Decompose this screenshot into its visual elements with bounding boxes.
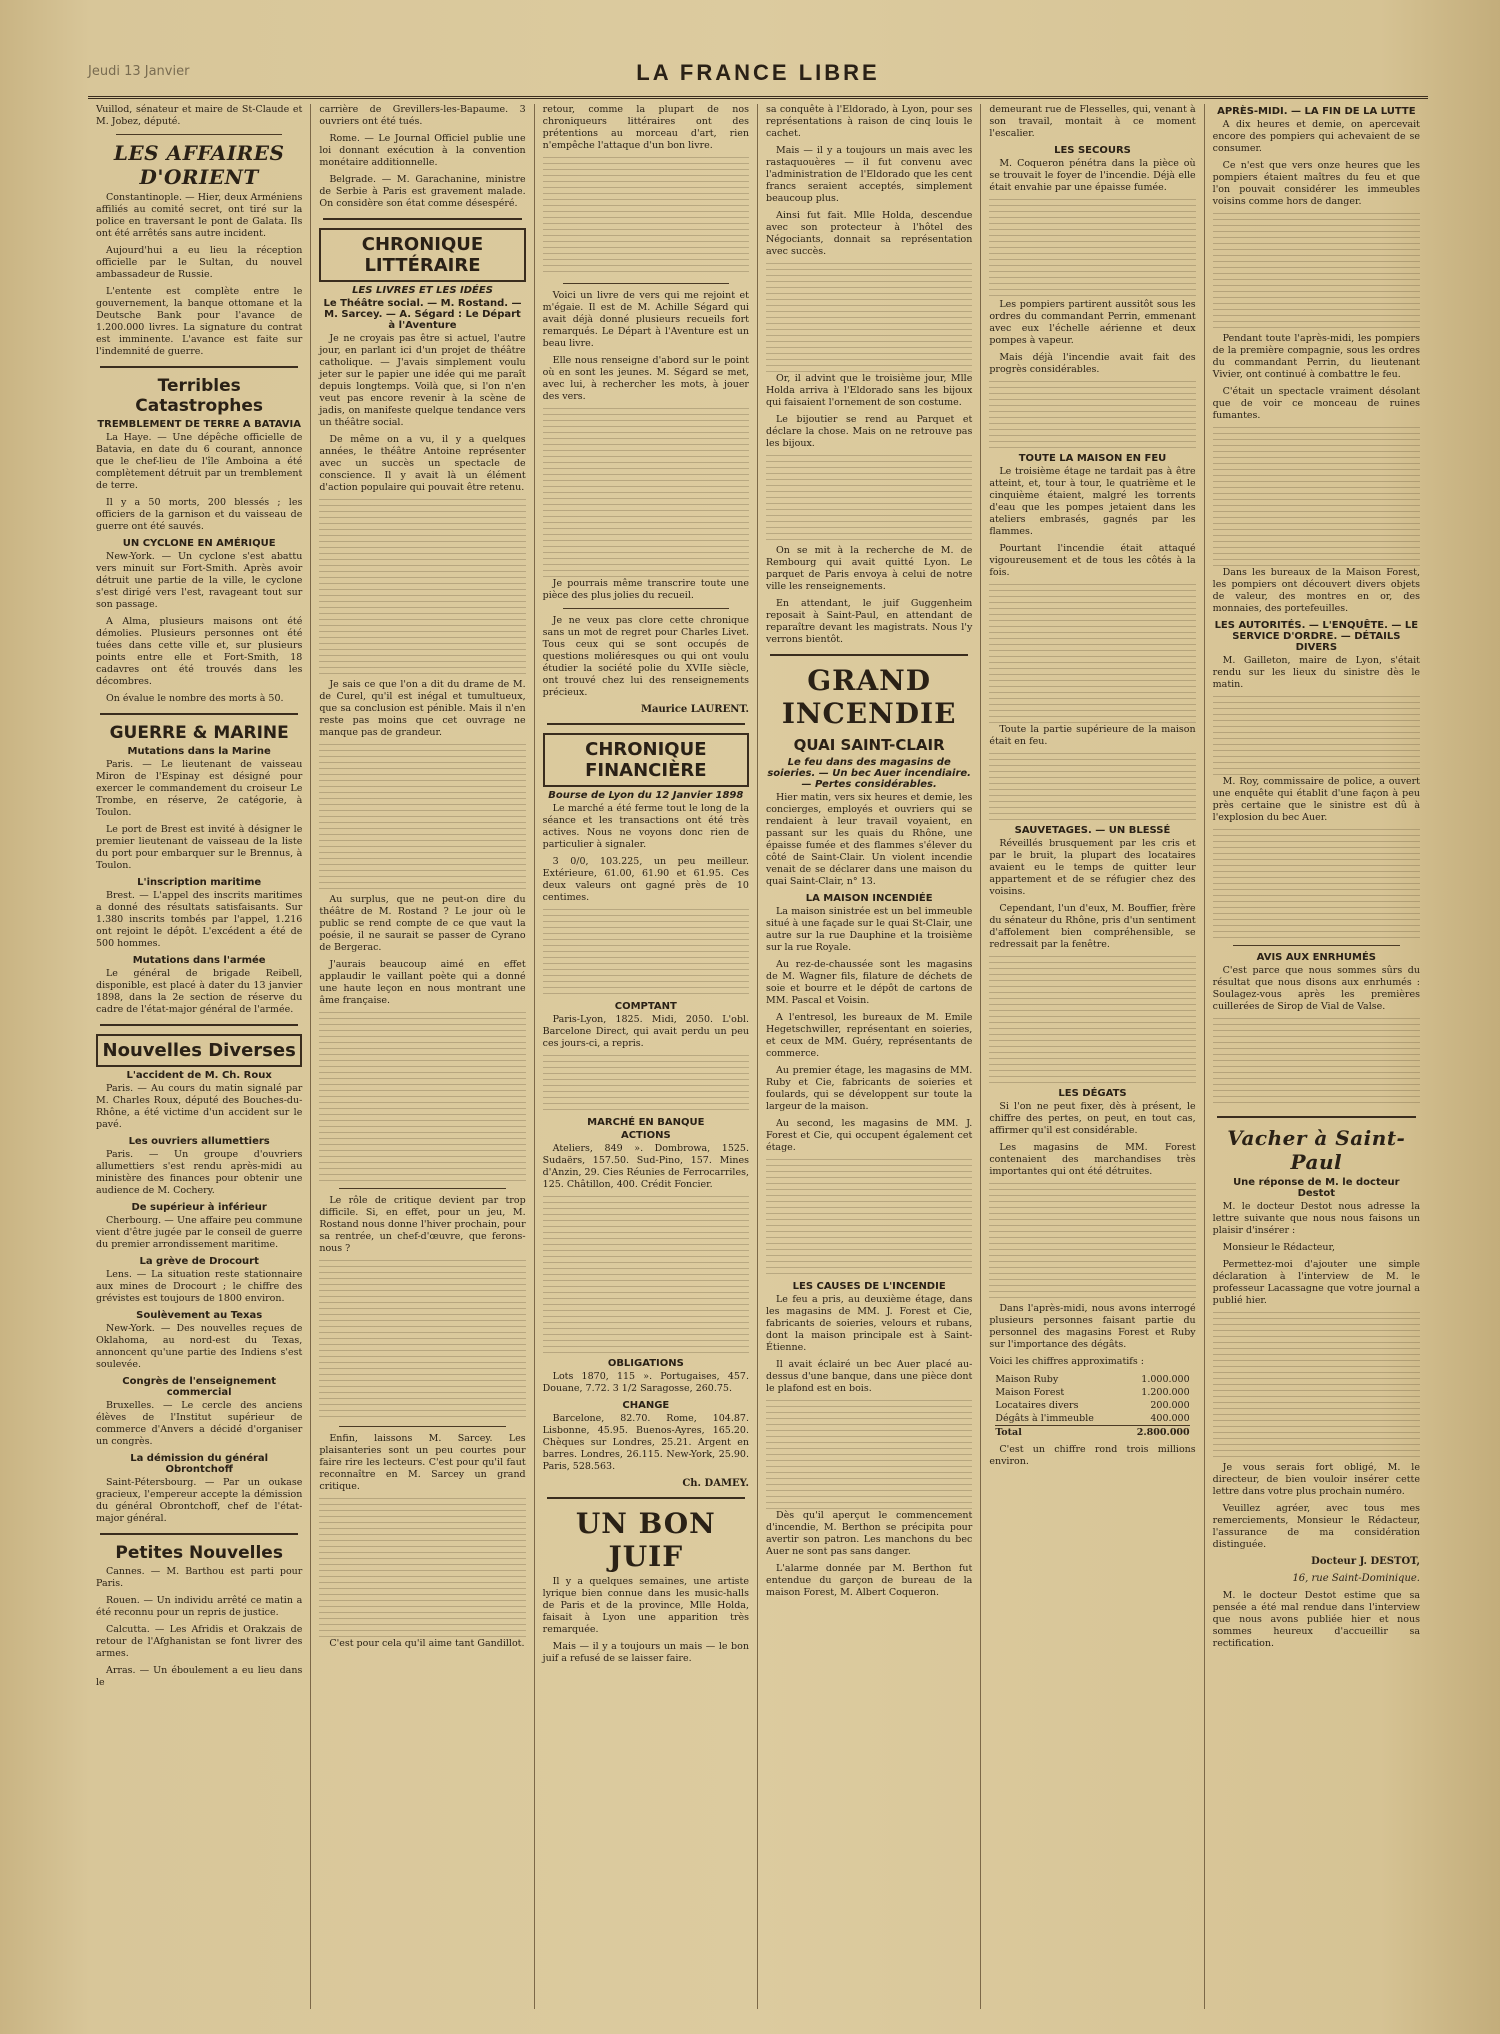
text-lines	[319, 1498, 525, 1638]
paragraph: Bruxelles. — Le cercle des anciens élèves de l'Institut supérieur de commerce d'Anvers a décidé d'organiser un congrès.	[96, 1400, 303, 1447]
text-lines	[543, 909, 749, 999]
subhead: Bourse de Lyon du 12 Janvier 1898	[548, 790, 744, 801]
loss-label: Dégâts à l'immeuble	[995, 1413, 1094, 1424]
subhead: Mutations dans la Marine	[127, 746, 271, 757]
paragraph: Dans l'après-midi, nous avons interrogé plusieurs personnes faisant partie du personnel des magasins Forest et Ruby sur l'importance des dégâts.	[989, 1303, 1196, 1350]
subhead: Le feu dans des magasins de soieries. — Un bec Auer incendiaire. — Pertes considérables.	[767, 757, 971, 790]
subhead: Congrès de l'enseignement commercial	[122, 1376, 277, 1398]
column-1	[88, 104, 311, 2009]
paragraph: Constantinople. — Hier, deux Arméniens affiliés au comité secret, ont tiré sur la police en traversant le pont de Galata. Ils ont été arrêtés sans autre incident.	[96, 192, 303, 239]
paragraph: Monsieur le Rédacteur,	[1222, 1242, 1336, 1253]
paragraph: Cependant, l'un d'eux, M. Bouffier, frère du sénateur du Rhône, pris d'un sentiment d'affolement bien compréhensible, se redressait par la fenêtre.	[989, 903, 1196, 950]
text-lines	[543, 408, 749, 578]
headline: LES AFFAIRES D'ORIENT	[113, 141, 285, 189]
paragraph: Veuillez agréer, avec tous mes remerciements, Monsieur le Rédacteur, l'assurance de ma considération distinguée.	[1212, 1503, 1420, 1550]
paragraph: La maison sinistrée est un bel immeuble situé à une façade sur le quai St-Clair, une autre sur la rue Dauphine et la troisième sur la rue Royale.	[765, 906, 973, 953]
text-lines	[989, 381, 1195, 451]
text-lines	[1213, 696, 1420, 776]
subhead: De supérieur à inférieur	[131, 1202, 267, 1213]
text-lines	[543, 1196, 749, 1356]
text-lines	[1213, 829, 1420, 939]
text-lines	[766, 1159, 972, 1279]
paragraph: Mais — il y a toujours un mais — le bon juif a refusé de se laisser faire.	[542, 1641, 749, 1664]
paragraph: carrière de Grevillers-les-Bapaume. 3 ouvriers ont été tués.	[319, 104, 526, 127]
divider	[339, 1188, 505, 1189]
text-lines	[766, 455, 972, 545]
headline: UN BON JUIF	[575, 1507, 716, 1573]
text-lines	[319, 1260, 525, 1420]
paragraph: Le bijoutier se rend au Parquet et déclare la chose. Mais on ne retrouve pas les bijoux.	[765, 414, 973, 449]
paragraph: Les pompiers partirent aussitôt sous les ordres du commandant Perrin, emmenant avec eux l'échelle aérienne et deux pompes à vapeur.	[989, 299, 1196, 346]
paragraph: Le marché a été ferme tout le long de la séance et les transactions ont été très actives. Nous ne voyons donc rien de particulier à signaler.	[542, 803, 749, 850]
masthead	[88, 56, 1428, 99]
subhead: COMPTANT	[614, 1001, 677, 1012]
subhead: APRÈS-MIDI. — LA FIN DE LA LUTTE	[1217, 106, 1416, 117]
divider	[547, 723, 745, 725]
headline: Vacher à Saint-Paul	[1227, 1126, 1406, 1174]
paragraph: Permettez-moi d'ajouter une simple déclaration à l'interview de M. le professeur Lacassagne que votre journal a publié hier.	[1212, 1259, 1420, 1306]
subhead: OBLIGATIONS	[607, 1358, 684, 1369]
paragraph: Calcutta. — Les Afridis et Orakzais de retour de l'Afghanistan se font livrer des armes.	[96, 1624, 303, 1659]
headline: GUERRE & MARINE	[109, 723, 289, 743]
divider	[100, 1024, 298, 1026]
paragraph: demeurant rue de Flesselles, qui, venant à son travail, montait à ce moment l'escalier.	[989, 104, 1196, 139]
loss-row	[995, 1412, 1189, 1426]
loss-row	[995, 1373, 1189, 1386]
column-4	[758, 104, 981, 2009]
paragraph: Ateliers, 849 ». Dombrowa, 1525. Sudaërs, 157.50. Sud-Pino, 157. Mines d'Anzin, 29. Cies Réunies de Ferrocarriles, 125. Châtillon, 400. Crédit Foncier.	[542, 1143, 749, 1190]
paragraph: Rouen. — Un individu arrêté ce matin a été reconnu pour un repris de justice.	[96, 1595, 303, 1618]
paragraph: M. Coqueron pénétra dans la pièce où se trouvait le foyer de l'incendie. Déjà elle était envahie par une épaisse fumée.	[989, 158, 1196, 193]
paragraph: Il avait éclairé un bec Auer placé au-dessus d'une banque, dans une pièce dont le plafond est en bois.	[765, 1359, 973, 1394]
text-lines	[319, 499, 525, 679]
paragraph: C'est un chiffre rond trois millions environ.	[989, 1444, 1196, 1467]
loss-value: 1.000.000	[1141, 1374, 1190, 1385]
loss-value: 1.200.000	[1141, 1387, 1190, 1398]
paragraph: Au second, les magasins de MM. J. Forest et Cie, qui occupent également cet étage.	[765, 1118, 973, 1153]
paragraph: Paris-Lyon, 1825. Midi, 2050. L'obl. Barcelone Direct, qui avait perdu un peu ces jours-ci, a repris.	[542, 1014, 749, 1049]
paragraph: Le feu a pris, au deuxième étage, dans les magasins de MM. J. Forest et Cie, fabricants de soieries, velours et rubans, dont la maison principale est à Saint-Étienne.	[765, 1294, 973, 1353]
subhead: Mutations dans l'armée	[132, 955, 266, 966]
paragraph: Aujourd'hui a eu lieu la réception officielle par le Sultan, du nouvel ambassadeur de Russie.	[96, 245, 303, 280]
date-stamp: Jeudi 13 Janvier	[88, 64, 190, 79]
text-lines	[989, 753, 1195, 823]
paragraph: A Alma, plusieurs maisons ont été démolies. Plusieurs personnes ont été tuées dans cette ville et, sur plusieurs points entre elle et Fort-Smith, 18 cadavres ont été trouvés dans les décombres.	[96, 616, 303, 687]
paragraph: Je pourrais même transcrire toute une pièce des plus jolies du recueil.	[542, 578, 749, 601]
subhead: UN CYCLONE EN AMÉRIQUE	[122, 538, 276, 549]
subhead: Une réponse de M. le docteur Destot	[1233, 1177, 1400, 1199]
paragraph: De même on a vu, il y a quelques années, le théâtre Antoine représenter avec un succès un spectacle de conscience. Il y avait là un élément d'action populaire qui pouvait être retenu.	[319, 434, 526, 493]
paragraph: Réveillés brusquement par les cris et par le bruit, la plupart des locataires avaient eu le temps de quitter leur appartement et de se réfugier chez des voisins.	[989, 838, 1196, 897]
subhead: LES CAUSES DE L'INCENDIE	[792, 1281, 946, 1292]
paragraph: Brest. — L'appel des inscrits maritimes a donné des résultats satisfaisants. Sur 1.380 inscrits tombés par l'appel, 1.216 ont rejoint le dépôt. L'excédent a été de 500 hommes.	[96, 890, 303, 949]
subhead: Les ouvriers allumettiers	[128, 1136, 270, 1147]
paragraph: Il y a quelques semaines, une artiste lyrique bien connue dans les music-halls de Paris et de la province, Mlle Holda, faisait à Lyon une apparition très remarquée.	[542, 1576, 749, 1635]
paragraph: Au premier étage, les magasins de MM. Ruby et Cie, fabricants de soieries et foulards, qui se développent sur toute la largeur de la maison.	[765, 1065, 973, 1112]
paragraph: La Haye. — Une dépêche officielle de Batavia, en date du 6 courant, annonce que le chef-lieu de l'île Amboina a été complètement détruit par un tremblement de terre.	[96, 432, 303, 491]
paragraph: 3 0/0, 103.225, un peu meilleur. Extérieure, 61.00, 61.90 et 61.95. Ces deux valeurs ont gagné près de 10 centimes.	[542, 856, 749, 903]
subhead: La grève de Drocourt	[139, 1256, 259, 1267]
paragraph: Les magasins de MM. Forest contenaient des marchandises très importantes qui ont été détruites.	[989, 1142, 1196, 1177]
paragraph: Or, il advint que le troisième jour, Mlle Holda arriva à l'Eldorado sans les bijoux qui faisaient l'ornement de son costume.	[765, 373, 973, 408]
byline: Maurice LAURENT.	[640, 704, 749, 715]
paragraph: Le port de Brest est invité à désigner le premier lieutenant de vaisseau de la liste du port pour embarquer sur le Brennus, à Toulon.	[96, 824, 303, 871]
subhead: SAUVETAGES. — UN BLESSÉ	[1014, 825, 1171, 836]
subhead: LES SECOURS	[1054, 145, 1131, 156]
headline: CHRONIQUE LITTÉRAIRE	[319, 228, 525, 282]
paragraph: Paris. — Le lieutenant de vaisseau Miron de l'Espinay est désigné pour exercer le commandement du croiseur Le Trombe, en réserve, 2e catégorie, à Toulon.	[96, 759, 303, 818]
paragraph: Cherbourg. — Une affaire peu commune vient d'être jugée par le conseil de guerre du premier arrondissement maritime.	[96, 1215, 303, 1250]
text-lines	[319, 744, 525, 894]
paragraph: On évalue le nombre des morts à 50.	[106, 693, 284, 704]
subhead: LES DÉGATS	[1058, 1088, 1127, 1099]
paragraph: Rome. — Le Journal Officiel publie une loi donnant exécution à la convention monétaire additionnelle.	[319, 133, 526, 168]
paragraph: sa conquête à l'Eldorado, à Lyon, pour ses représentations à raison de cinq louis le cachet.	[765, 104, 973, 139]
paragraph: Barcelone, 82.70. Rome, 104.87. Lisbonne, 45.95. Buenos-Ayres, 165.20. Chèques sur Londres, 25.21. Argent en barres. Londres, 26.115. New-York, 25.90. Paris, 528.563.	[542, 1413, 749, 1472]
text-lines	[1213, 1312, 1420, 1462]
text-lines	[1213, 1018, 1420, 1108]
divider	[100, 366, 298, 368]
paragraph: Le général de brigade Reibell, disponible, est placé à dater du 13 janvier 1898, dans la 2e section de réserve du cadre de l'état-major général de l'armée.	[96, 968, 303, 1015]
text-lines	[989, 956, 1195, 1086]
paragraph: On se mit à la recherche de M. de Rembourg qui avait quitté Lyon. Le parquet de Paris envoya à celui de notre ville les renseignements.	[765, 545, 973, 592]
text-lines	[766, 263, 972, 373]
paragraph: Je ne croyais pas être si actuel, l'autre jour, en parlant ici d'un projet de théâtre catholique. — J'avais simplement voulu jeter sur le papier une idée qui me paraît depuis longtemps. Voilà que, si l'on n'en veut pas encore revenir à la scène de jadis, on manifeste quelque tendance vers un théâtre social.	[319, 333, 526, 428]
subhead: LES AUTORITÉS. — L'ENQUÊTE. — LE SERVICE D'ORDRE. — DÉTAILS DIVERS	[1214, 620, 1419, 653]
paragraph: M. Gailleton, maire de Lyon, s'était rendu sur les lieux du sinistre dès le matin.	[1212, 655, 1420, 690]
text-lines	[989, 584, 1195, 724]
paragraph: Au surplus, que ne peut-on dire du théâtre de M. Rostand ? Le jour où le public se rend compte de ce que vaut la poésie, il ne saurait se passer de Cyrano de Bergerac.	[319, 894, 526, 953]
loss-table	[989, 1373, 1195, 1439]
paragraph: Je ne veux pas clore cette chronique sans un mot de regret pour Charles Livet. Tous ceux qui se sont occupés de questions moliéresques ou qui ont voulu étudier la société polie du XVIIe siècle, ont trouvé chez lui des renseignements précieux.	[542, 615, 749, 698]
paragraph: Je sais ce que l'on a dit du drame de M. de Curel, qu'il est inégal et tumultueux, que sa conclusion est pénible. Mais il n'en reste pas moins que cet ouvrage ne manque pas de grandeur.	[319, 679, 526, 738]
loss-value: 400.000	[1150, 1413, 1190, 1424]
loss-value: 200.000	[1150, 1400, 1190, 1411]
paragraph: Ainsi fut fait. Mlle Holda, descendue avec son protecteur à l'hôtel des Négociants, donnait sa représentation avec succès.	[765, 210, 973, 257]
paragraph: A dix heures et demie, on apercevait encore des pompiers qui achevaient de se consumer.	[1212, 119, 1420, 154]
divider	[547, 1497, 745, 1499]
paragraph: C'est pour cela qu'il aime tant Gandillot.	[329, 1638, 525, 1649]
subhead: LA MAISON INCENDIÉE	[805, 893, 933, 904]
paragraph: C'était un spectacle vraiment désolant que de voir ce monceau de ruines fumantes.	[1212, 386, 1420, 421]
subhead: AVIS AUX ENRHUMÉS	[1256, 952, 1376, 963]
headline: Petites Nouvelles	[115, 1543, 283, 1563]
paragraph: Ce n'est que vers onze heures que les pompiers étaient maîtres du feu et que l'on pouvait considérer les immeubles voisins comme hors de danger.	[1212, 160, 1420, 207]
paragraph: Mais — il y a toujours un mais avec les rastaquouères — il fut convenu avec l'administration de l'Eldorado que les cent francs seraient acceptés, simplement beaucoup plus.	[765, 145, 973, 204]
subhead: Soulèvement au Texas	[136, 1310, 263, 1321]
paragraph: Elle nous renseigne d'abord sur le point où en sont les jeunes. M. Ségard se met, avec lui, à rechercher les mots, à jouer des vers.	[542, 355, 749, 402]
divider	[323, 218, 521, 220]
divider	[1233, 945, 1400, 946]
signature: Docteur J. DESTOT,	[1311, 1556, 1420, 1567]
address: 16, rue Saint-Dominique.	[1292, 1573, 1420, 1584]
paragraph: L'entente est complète entre le gouvernement, la banque ottomane et la Deutsche Bank pour l'avance de 1.200.000 livres. La signature du contrat est imminente. L'avance est faite sur l'indemnité de guerre.	[96, 286, 303, 357]
paragraph: Cannes. — M. Barthou est parti pour Paris.	[96, 1566, 303, 1589]
paragraph: En attendant, le juif Guggenheim reposait à Saint-Paul, en attendant de reparaître devant les magistrats. Nous l'y verrons bientôt.	[765, 598, 973, 645]
subhead: Le Théâtre social. — M. Rostand. — M. Sarcey. — A. Ségard : Le Départ à l'Aventure	[323, 298, 522, 331]
headline: Nouvelles Diverses	[96, 1034, 302, 1067]
divider	[1217, 1116, 1416, 1118]
column-3	[535, 104, 758, 2009]
text-lines	[989, 1183, 1195, 1303]
subhead: CHANGE	[622, 1400, 670, 1411]
loss-label: Total	[995, 1427, 1022, 1438]
text-lines	[1213, 427, 1420, 567]
text-lines	[319, 1012, 525, 1182]
divider	[100, 1533, 298, 1535]
columns	[88, 104, 1428, 2009]
paragraph: Paris. — Au cours du matin signalé par M. Charles Roux, député des Bouches-du-Rhône, a été victime d'un accident sur le pavé.	[96, 1083, 303, 1130]
paragraph: Pendant toute l'après-midi, les pompiers de la première compagnie, sous les ordres du commandant Perrin, du lieutenant Vivier, ont continué à combattre le feu.	[1212, 333, 1420, 380]
paragraph: retour, comme la plupart de nos chroniqueurs littéraires ont des prétentions au morceau d'art, rien n'empêche l'attaque d'un bon livre.	[542, 104, 749, 151]
paragraph: A l'entresol, les bureaux de M. Emile Hegetschwiller, représentant en soieries, et ceux de MM. Guéry, représentants de commerce.	[765, 1012, 973, 1059]
paragraph: Enfin, laissons M. Sarcey. Les plaisanteries sont un peu courtes pour faire rire les lecteurs. C'est pour qu'il faut reconnaître en M. Sarcey un grand critique.	[319, 1433, 526, 1492]
divider	[116, 134, 282, 135]
paragraph: Saint-Pétersbourg. — Par un oukase gracieux, l'empereur accepte la démission du général Obrontchoff, chef de l'état-major général.	[96, 1477, 303, 1524]
headline: Terribles Catastrophes	[135, 376, 264, 416]
loss-label: Maison Ruby	[995, 1374, 1059, 1385]
paragraph: Belgrade. — M. Garachanine, ministre de Serbie à Paris est gravement malade. On considère son état comme désespéré.	[319, 174, 526, 209]
divider	[563, 608, 729, 609]
paragraph: M. Roy, commissaire de police, a ouvert une enquête qui établit d'une façon à peu près certaine que le sinistre est dû à l'explosion du bec Auer.	[1212, 776, 1420, 823]
divider	[770, 654, 968, 656]
headline: QUAI SAINT-CLAIR	[793, 736, 945, 754]
subhead: LES LIVRES ET LES IDÉES	[352, 285, 493, 296]
paragraph: New-York. — Des nouvelles reçues de Oklahoma, au nord-est du Texas, annoncent qu'une partie des Indiens s'est soulevée.	[96, 1323, 303, 1370]
paragraph: L'alarme donnée par M. Berthon fut entendue du garçon de bureau de la maison Forest, M. Albert Coqueron.	[765, 1563, 973, 1598]
paragraph: New-York. — Un cyclone s'est abattu vers minuit sur Fort-Smith. Après avoir détruit une partie de la ville, le cyclone s'est dirigé vers l'est, ravageant tout sur son passage.	[96, 551, 303, 610]
paragraph: Le rôle de critique devient par trop difficile. Si, en effet, pour un jeu, M. Rostand nous donne l'hiver prochain, pour sa rentrée, un chef-d'œuvre, que ferons-nous ?	[319, 1195, 526, 1254]
text-lines	[543, 1055, 749, 1115]
paragraph: Au rez-de-chaussée sont les magasins de M. Wagner fils, filature de déchets de soie et bourre et le dépôt de cartons de MM. Pascal et Voisin.	[765, 959, 973, 1006]
text-lines	[1213, 213, 1420, 333]
divider	[100, 713, 298, 715]
headline: CHRONIQUE FINANCIÈRE	[543, 733, 749, 787]
paragraph: Pourtant l'incendie était attaqué vigoureusement et de tous les côtés à la fois.	[989, 543, 1196, 578]
paragraph: Paris. — Un groupe d'ouvriers allumettiers s'est rendu après-midi au ministère des finances pour obtenir une audience de M. Cochery.	[96, 1149, 303, 1196]
subhead: TREMBLEMENT DE TERRE A BATAVIA	[97, 419, 301, 430]
headline: GRAND INCENDIE	[781, 664, 957, 730]
newspaper-title: LA FRANCE LIBRE	[636, 60, 880, 85]
paragraph: M. le docteur Destot nous adresse la lettre suivante que nous nous faisons un plaisir d'insérer :	[1212, 1201, 1420, 1236]
subhead: La démission du général Obrontchoff	[130, 1453, 269, 1475]
column-2	[311, 104, 534, 2009]
byline: Ch. DAMEY.	[682, 1478, 749, 1489]
subhead: MARCHÉ EN BANQUE	[587, 1117, 705, 1128]
text-lines	[543, 157, 749, 277]
column-5	[981, 104, 1204, 2009]
paragraph: Toute la partie supérieure de la maison était en feu.	[989, 724, 1196, 747]
paragraph: M. le docteur Destot estime que sa pensée a été mal rendue dans l'interview que nous avons publiée hier et nous sommes heureux d'accueillir sa rectification.	[1212, 1590, 1420, 1649]
paragraph: Vuillod, sénateur et maire de St-Claude et M. Jobez, député.	[96, 104, 303, 127]
paragraph: Le troisième étage ne tardait pas à être atteint, et, tour à tour, le quatrième et le cinquième étaient, malgré les torrents d'eau que les pompes jetaient dans les ateliers embrasés, gagnés par les flammes.	[989, 466, 1196, 537]
subhead: TOUTE LA MAISON EN FEU	[1018, 453, 1167, 464]
loss-value: 2.800.000	[1136, 1427, 1190, 1438]
subhead: ACTIONS	[620, 1130, 671, 1141]
subhead: L'inscription maritime	[137, 877, 262, 888]
paragraph: J'aurais beaucoup aimé en effet applaudir le vaillant poète qui a donné une haute leçon en nous montrant une âme française.	[319, 959, 526, 1006]
paragraph: Dans les bureaux de la Maison Forest, les pompiers ont découvert divers objets de valeur, des montres en or, des monnaies, des portefeuilles.	[1212, 567, 1420, 614]
text-lines	[989, 199, 1195, 299]
divider	[563, 283, 729, 284]
paragraph: Je vous serais fort obligé, M. le directeur, de bien vouloir insérer cette lettre dans votre plus prochain numéro.	[1212, 1462, 1420, 1497]
loss-total-row	[995, 1426, 1189, 1439]
subhead: L'accident de M. Ch. Roux	[126, 1070, 272, 1081]
text-lines	[766, 1400, 972, 1510]
loss-table-title: Voici les chiffres approximatifs :	[989, 1356, 1144, 1367]
loss-row	[995, 1399, 1189, 1412]
paragraph: Arras. — Un éboulement a eu lieu dans le	[96, 1665, 303, 1688]
paragraph: Il y a 50 morts, 200 blessés ; les officiers de la garnison et du vaisseau de guerre ont été sauvés.	[96, 497, 303, 532]
paragraph: Dès qu'il aperçut le commencement d'incendie, M. Berthon se précipita pour avertir son patron. Les manchons du bec Auer ne sont pas sans danger.	[765, 1510, 973, 1557]
column-6	[1205, 104, 1428, 2009]
loss-row	[995, 1386, 1189, 1399]
paragraph: Si l'on ne peut fixer, dès à présent, le chiffre des pertes, on peut, en tout cas, affirmer qu'il est considérable.	[989, 1101, 1196, 1136]
paragraph: Lens. — La situation reste stationnaire aux mines de Drocourt ; le chiffre des grévistes est toujours de 1800 environ.	[96, 1269, 303, 1304]
paragraph: Hier matin, vers six heures et demie, les concierges, employés et ouvriers qui se rendaient à leur travail voyaient, en passant sur les quais du Rhône, une épaisse fumée et des flammes s'élever du côté de Saint-Clair. Un violent incendie venait de se déclarer dans une maison du quai Saint-Clair, n° 13.	[765, 792, 973, 887]
loss-label: Maison Forest	[995, 1387, 1065, 1398]
paragraph: Lots 1870, 115 ». Portugaises, 457. Douane, 7.72. 3 1/2 Saragosse, 260.75.	[542, 1371, 749, 1394]
paragraph: Mais déjà l'incendie avait fait des progrès considérables.	[989, 352, 1196, 375]
loss-label: Locataires divers	[995, 1400, 1079, 1411]
paragraph: Voici un livre de vers qui me rejoint et m'égaie. Il est de M. Achille Ségard qui avait déjà donné plusieurs recueils fort remarqués. Le Départ à l'Aventure est un beau livre.	[542, 290, 749, 349]
paragraph: C'est parce que nous sommes sûrs du résultat que nous disons aux enrhumés : Soulagez-vous après les premières cuillerées de Sirop de Vial de Valse.	[1212, 965, 1420, 1012]
divider	[339, 1426, 505, 1427]
